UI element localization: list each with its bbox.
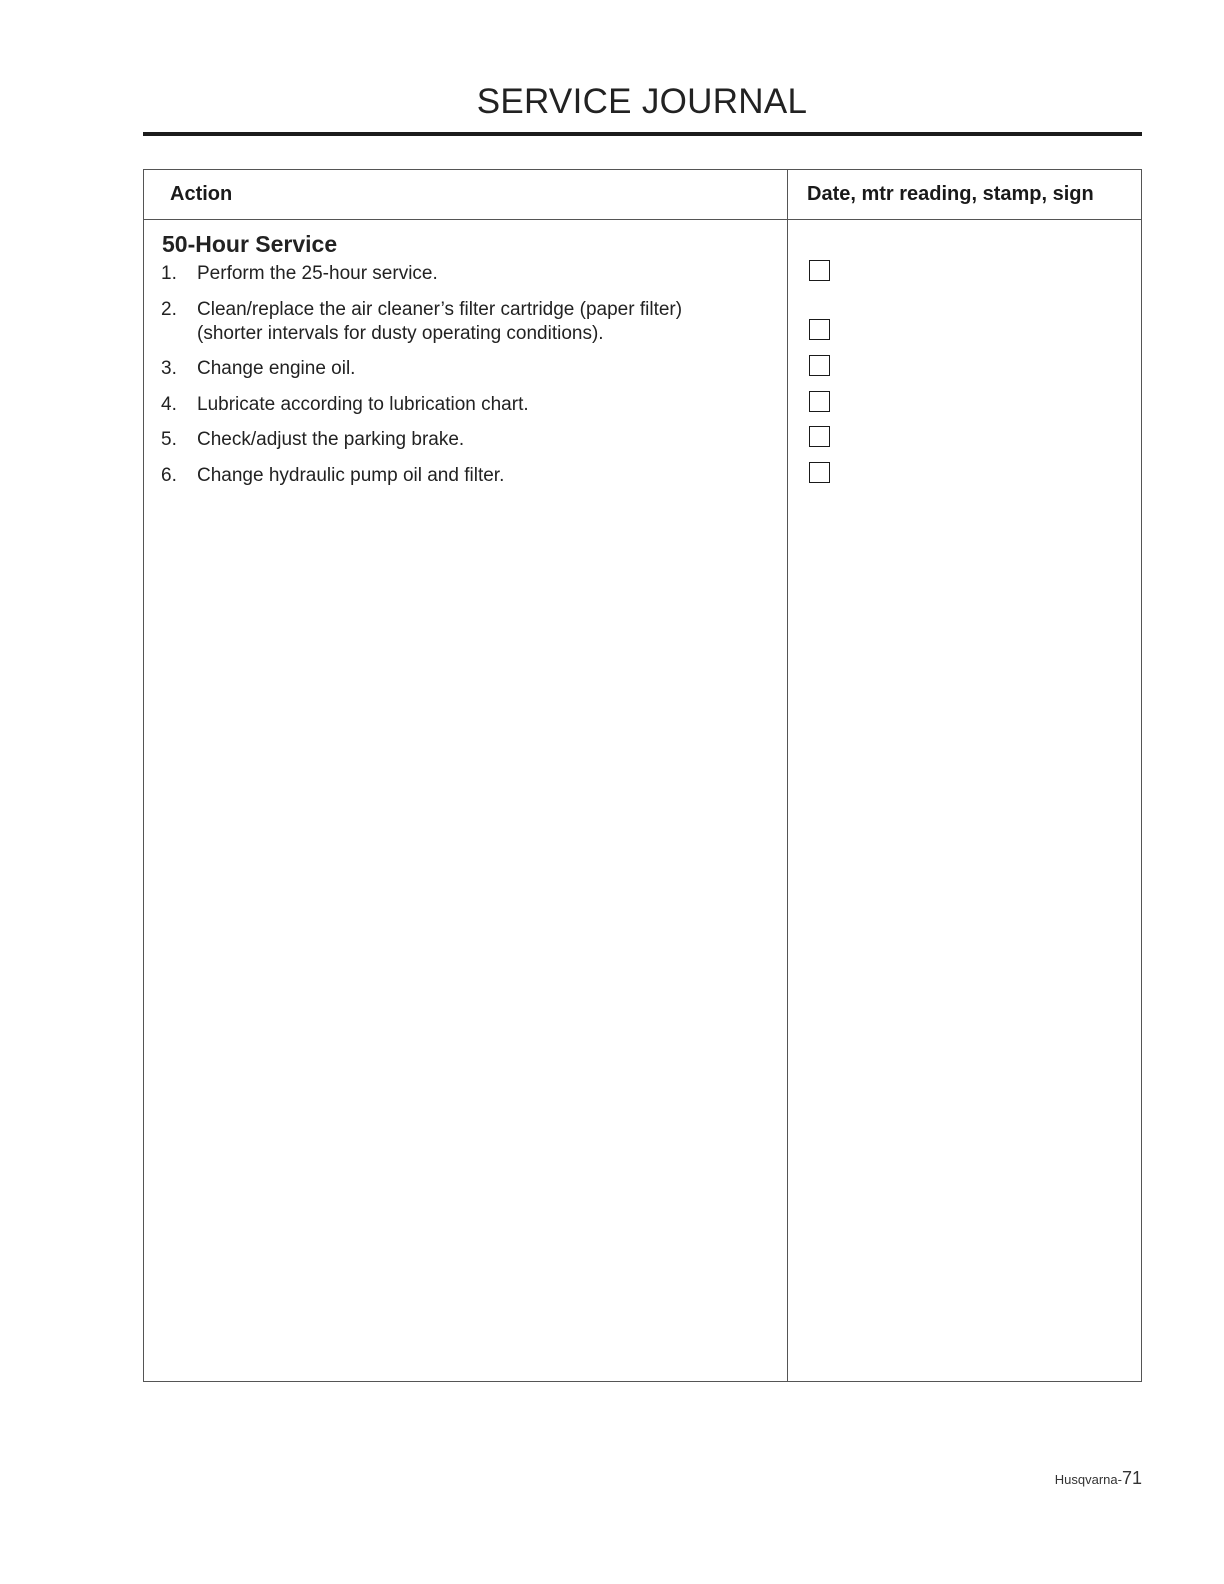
footer-brand: Husqvarna- [1054,1472,1122,1487]
item-text: Change hydraulic pump oil and filter. [197,465,505,486]
page-number: 71 [1121,1468,1142,1488]
header-divider [144,219,1141,220]
checkbox-item-4[interactable] [809,391,830,412]
item-number: 2. [161,299,177,320]
item-text: Change engine oil. [197,358,356,379]
item-text: Perform the 25-hour service. [197,263,438,284]
item-number: 5. [161,429,177,450]
title-rule [143,132,1142,136]
item-number: 4. [161,394,177,415]
item-number: 6. [161,465,177,486]
item-text: Lubricate according to lubrication chart. [197,394,529,415]
checkbox-item-6[interactable] [809,462,830,483]
record-column-header: Date, mtr reading, stamp, sign [807,183,1094,205]
item-number: 1. [161,263,177,284]
column-divider [787,170,788,1381]
service-journal-table [143,169,1142,1382]
checkbox-item-2[interactable] [809,319,830,340]
item-text: (shorter intervals for dusty operating conditions). [197,323,604,344]
checkbox-item-3[interactable] [809,355,830,376]
item-text: Check/adjust the parking brake. [197,429,465,450]
page-title: SERVICE JOURNAL [476,82,808,121]
section-title: 50-Hour Service [162,231,338,257]
item-number: 3. [161,358,177,379]
checkbox-item-1[interactable] [809,260,830,281]
action-column-header: Action [170,183,233,205]
checkbox-item-5[interactable] [809,426,830,447]
page-footer [1055,1468,1142,1489]
item-text: Clean/replace the air cleaner’s filter cartridge (paper filter) [197,299,683,320]
